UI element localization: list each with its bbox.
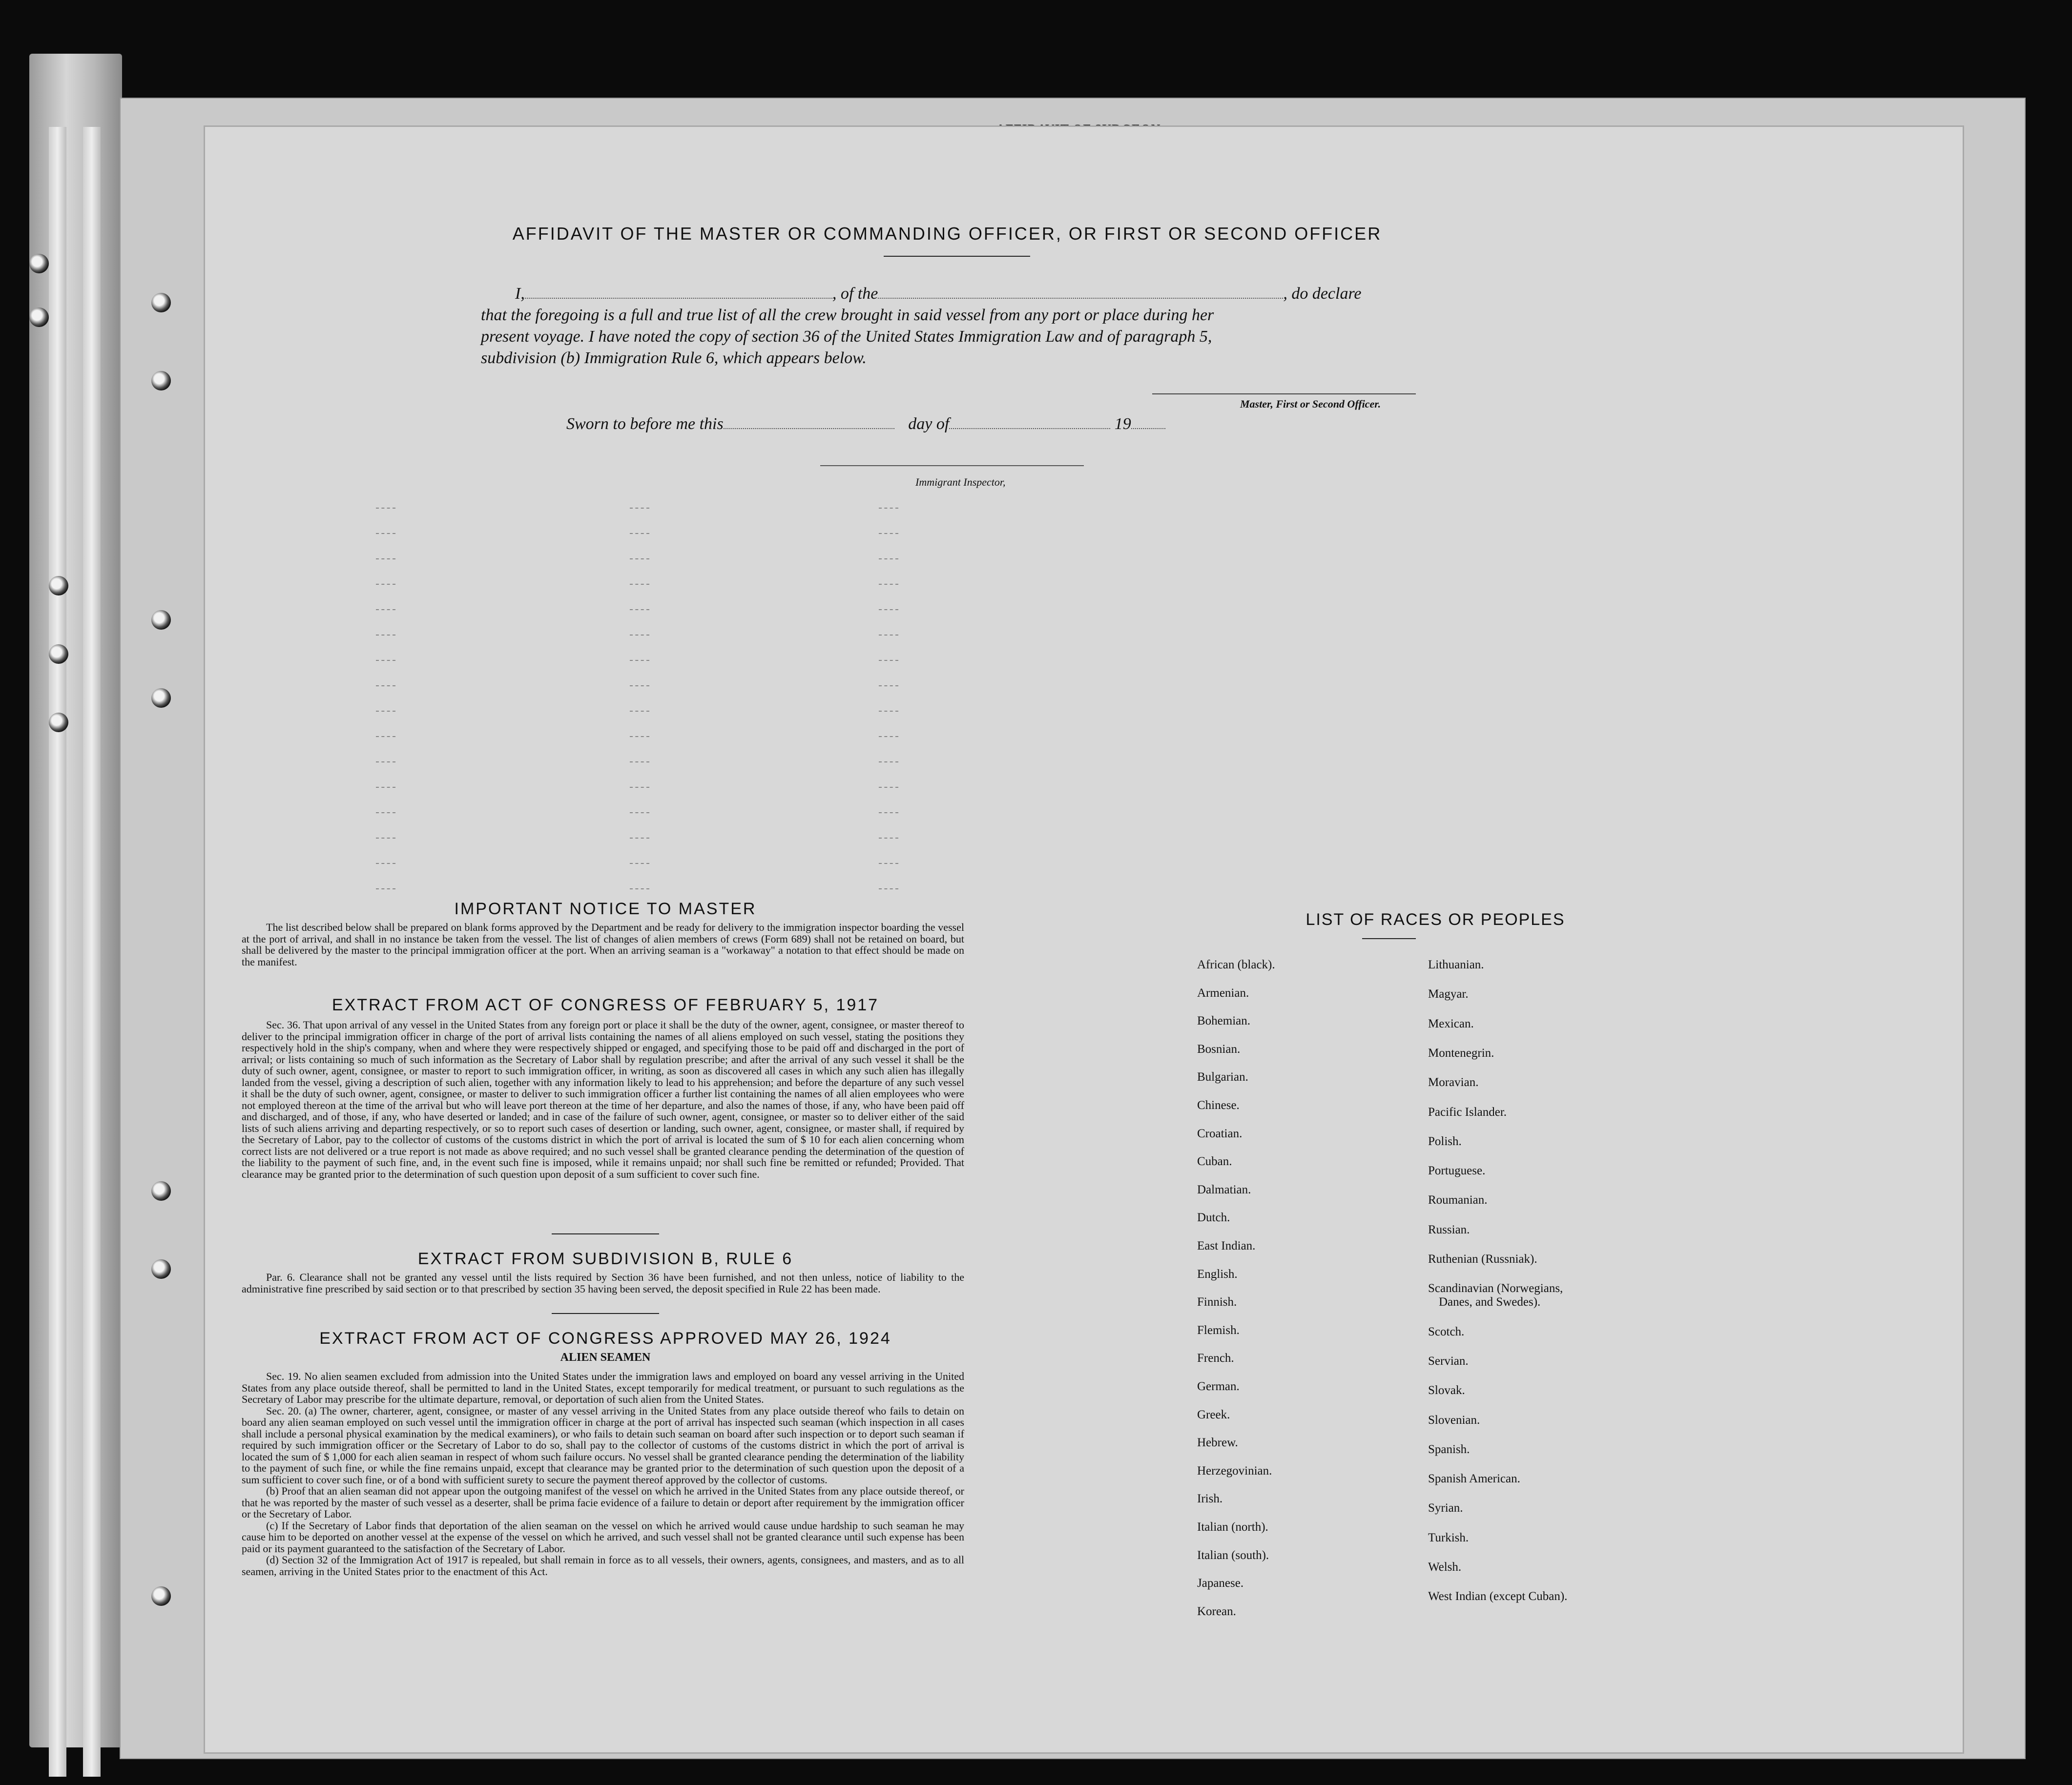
- ruled-row: [376, 736, 1157, 740]
- race-item: Magyar.: [1428, 987, 1469, 1001]
- punch-hole-icon: [29, 308, 49, 327]
- sec20a-text: [242, 1405, 964, 1486]
- affidavit-line-3: present voyage. I have noted the copy of section 36 of the United States Immigration Law and of paragraph 5,: [481, 328, 1212, 346]
- section-36-content: Sec. 36. That upon arrival of any vessel in the United States from any foreign port or place it shall be the duty of the owner, agent, consignee, or master thereof to deliver to the principal immigration officer in charge of the port of arrival lists containing the names of all aliens employed on such vessel, stating the positions they respectively hold in the ship's company, when and where they were respectively shipped or engaged, and specifying those to be paid off and discharged in the port of arrival; or lists containing so much of such information as the Secretary of Labor shall by regulation prescribe; and after the arrival of any such vessel it shall be the duty of such owner, agent, consignee, or master to report to such immigration officer, in writing, as soon as discovered all cases in which any such alien has illegally landed from the vessel, giving a description of such alien, together with any information likely to lead to his apprehension; and before the departure of any such vessel it shall be the duty of such owner, agent, consignee, or master to deliver to such immigration officer a further list containing the names of all alien employees who were not employed thereon at the time of the arrival but who will leave port thereon at the time of her departure, and also the names of those, if any, who have been paid off and discharged, and of those, if any, who have deserted or landed; and in case of the failure of such owner, agent, consignee, or master so to deliver either of the said lists of such aliens arriving and departing respectively, or so to report such cases of desertion or landing, such owner, agent, consignee, or master shall, if required by the Secretary of Labor, pay to the collector of customs of the customs district in which the port of arrival is located the sum of $ 10 for each alien concerning whom correct lists are not delivered or a true report is not made as above required; and no such vessel shall be granted clearance pending the determination of the question of the liability to the payment of such fine, and, in the event such fine is imposed, while it remains unpaid; nor shall such fine be remitted or refunded; Provided. That clearance may be granted prior to the determination of such question upon deposit of a sum sufficient to cover such fine.: [242, 1019, 964, 1180]
- vessel-blank: [878, 298, 1283, 299]
- master-affidavit-title: AFFIDAVIT OF THE MASTER OR COMMANDING OFFICER, OR FIRST OR SECOND OFFICER: [512, 224, 1382, 244]
- punch-hole-icon: [151, 688, 171, 708]
- race-item: Syrian.: [1428, 1501, 1463, 1515]
- race-item: Scotch.: [1428, 1325, 1465, 1338]
- ruled-row: [376, 685, 1157, 689]
- race-item: Welsh.: [1428, 1560, 1462, 1574]
- race-item: Turkish.: [1428, 1531, 1469, 1544]
- sworn-day-of: day of: [908, 415, 950, 433]
- binder-strip: [49, 127, 66, 1777]
- sec20d-content: (d) Section 32 of the Immigration Act of 1917 is repealed, but shall remain in force as to all vessels, their owners, agents, consignees, and masters, and as to all seamen, arriving in the United States prior to the enactment of this Act.: [242, 1554, 964, 1578]
- sec20d-text: [242, 1554, 964, 1577]
- notice-title: IMPORTANT NOTICE TO MASTER: [454, 900, 757, 918]
- race-item: Slovenian.: [1428, 1413, 1480, 1427]
- inspector-caption: Immigrant Inspector,: [915, 476, 1006, 488]
- races-title-underline: [1362, 938, 1416, 939]
- sworn-line: [566, 415, 1165, 433]
- affidavit-statement: [481, 283, 1418, 369]
- ruled-row: [376, 838, 1157, 841]
- extract-1917-title: EXTRACT FROM ACT OF CONGRESS OF FEBRUARY 5, 1917: [332, 996, 879, 1014]
- affidavit-line-2: that the foregoing is a full and true list of all the crew brought in said vessel from any port or place during her: [481, 306, 1214, 324]
- race-item: Irish.: [1197, 1492, 1223, 1506]
- punch-hole-icon: [49, 576, 68, 595]
- sworn-year: 19: [1114, 415, 1131, 433]
- race-item: German.: [1197, 1380, 1240, 1393]
- race-item: Bosnian.: [1197, 1042, 1241, 1056]
- affidavit-i: I,: [515, 285, 525, 303]
- race-item: Hebrew.: [1197, 1436, 1238, 1450]
- punch-hole-icon: [151, 610, 171, 630]
- race-item: Italian (north).: [1197, 1520, 1268, 1534]
- race-item: Italian (south).: [1197, 1548, 1269, 1562]
- month-blank: [949, 428, 1110, 429]
- notice-body: [242, 922, 964, 967]
- ruled-row: [376, 888, 1157, 892]
- race-item: Moravian.: [1428, 1076, 1479, 1089]
- races-title: LIST OF RACES OR PEOPLES: [1305, 910, 1565, 929]
- ruled-row: [376, 584, 1157, 588]
- signature-caption: Master, First or Second Officer.: [1240, 398, 1381, 410]
- extract-1924-title: EXTRACT FROM ACT OF CONGRESS APPROVED MAY 26, 1924: [319, 1329, 891, 1348]
- notice-text-content: The list described below shall be prepared on blank forms approved by the Department and be ready for delivery to the immigration inspector boarding the vessel at the port of arrival, and shall in no instance be taken from the vessel. The list of changes of alien members of crews (Form 689) shall not be retained on board, but shall be delivered by the master to the principal immigration officer at the port. When an arriving seaman is a "workaway" a notation to that effect should be made on the manifest.: [242, 921, 964, 968]
- section-divider: [552, 1313, 659, 1314]
- extract-rule6-title: EXTRACT FROM SUBDIVISION B, RULE 6: [417, 1250, 793, 1268]
- affidavit-declare: , do declare: [1283, 285, 1362, 303]
- race-item: Slovak.: [1428, 1384, 1465, 1397]
- race-item: Roumanian.: [1428, 1193, 1488, 1207]
- race-item: English.: [1197, 1267, 1238, 1281]
- race-item: Dutch.: [1197, 1211, 1230, 1225]
- ruled-row: [376, 635, 1157, 638]
- punch-hole-icon: [151, 293, 171, 312]
- sec20a-content: Sec. 20. (a) The owner, charterer, agent, consignee, or master of any vessel arriving in the United States from any place outside thereof who fails to detain on board any alien seaman employed on such vessel until the immigration officer in charge at the port of arrival has inspected such seaman (which inspection in all cases shall include a personal physical examination by the medical examiners), or who fails to detain such seaman on board after such inspection or to deport such seaman if required by such immigration officer or the Secretary of Labor to do so, shall pay to the collector of customs of the customs district in which the port of arrival is located the sum of $ 1,000 for each alien seaman in respect of whom such failure occurs. No vessel shall be granted clearance pending the determination of the liability to the payment of such fine, or while the fine remains unpaid, except that clearance may be granted prior to the determination of such question upon the deposit of a sum sufficient to cover such fine, or of a bond with sufficient surety to secure the payment thereof approved by the collector of customs.: [242, 1404, 964, 1486]
- affidavit-of-the: , of the: [832, 285, 878, 303]
- race-item: Portuguese.: [1428, 1164, 1486, 1178]
- punch-hole-icon: [151, 1181, 171, 1201]
- ruled-row: [376, 812, 1157, 816]
- sec20b-text: [242, 1485, 964, 1520]
- race-item: Greek.: [1197, 1408, 1230, 1421]
- punch-hole-icon: [49, 644, 68, 664]
- signature-line: [1152, 393, 1416, 394]
- section-36-text: [242, 1019, 964, 1180]
- ruled-row: [376, 508, 1157, 512]
- punch-hole-icon: [151, 1259, 171, 1279]
- extract-1917-body: [242, 1019, 964, 1180]
- alien-seamen-subtitle: ALIEN SEAMEN: [560, 1351, 651, 1364]
- race-item: Chinese.: [1197, 1099, 1240, 1112]
- race-item: Bulgarian.: [1197, 1070, 1248, 1084]
- race-item: Ruthenian (Russniak).: [1428, 1252, 1537, 1266]
- race-item: Spanish.: [1428, 1442, 1470, 1456]
- title-underline: [884, 256, 1030, 257]
- punch-hole-icon: [29, 254, 49, 273]
- race-item: Lithuanian.: [1428, 958, 1484, 971]
- ruled-row: [376, 660, 1157, 664]
- affidavit-line-4: subdivision (b) Immigration Rule 6, which appears below.: [481, 349, 867, 367]
- race-item: Armenian.: [1197, 986, 1249, 1000]
- year-blank: [1131, 428, 1165, 429]
- race-item: Servian.: [1428, 1354, 1469, 1368]
- extract-1924-body: [242, 1371, 964, 1577]
- ruled-row: [376, 609, 1157, 613]
- sec20b-content: (b) Proof that an alien seaman did not appear upon the outgoing manifest of the vessel on which he arrived in the United States from any place outside thereof, or that he was reported by the master of such vessel as a deserter, shall be prima facie evidence of a failure to detain or deport after requirement by the immigration officer or the Secretary of Labor.: [242, 1485, 964, 1520]
- inspector-signature-line: [820, 465, 1084, 466]
- race-item: Pacific Islander.: [1428, 1105, 1507, 1119]
- race-item: Mexican.: [1428, 1017, 1474, 1030]
- notice-text: [242, 922, 964, 967]
- race-item: Scandinavian (Norwegians,: [1428, 1282, 1563, 1295]
- rule6-content: Par. 6. Clearance shall not be granted any vessel until the lists required by Section 36 have been furnished, and not then unless, notice of liability to the administrative fine prescribed by said section or to that prescribed by section 35 having been served, the deposit specified in Rule 22 has been made.: [242, 1271, 964, 1295]
- binder-edge: [29, 54, 122, 1747]
- ruled-row: [376, 761, 1157, 765]
- race-item: French.: [1197, 1352, 1234, 1365]
- ruled-row: [376, 533, 1157, 537]
- race-item: Herzegovinian.: [1197, 1464, 1272, 1477]
- sec20c-content: (c) If the Secretary of Labor finds that deportation of the alien seaman on the vessel on which he arrived would cause undue hardship to such seaman he may cause him to be deported on another vessel at the expense of the vessel on which he arrived, and such vessel shall not be granted clearance until such expense has been paid or its payment guaranteed to the satisfaction of the Secretary of Labor.: [242, 1519, 964, 1555]
- race-item: Cuban.: [1197, 1155, 1232, 1169]
- ruled-row: [376, 558, 1157, 562]
- race-item: West Indian (except Cuban).: [1428, 1590, 1568, 1603]
- affidavit-line-1: [481, 283, 1418, 305]
- race-item: African (black).: [1197, 958, 1275, 971]
- extract-rule6-body: [242, 1272, 964, 1294]
- race-item: Flemish.: [1197, 1323, 1240, 1337]
- ruled-row: [376, 711, 1157, 715]
- punch-hole-icon: [49, 713, 68, 732]
- race-item: Finnish.: [1197, 1295, 1237, 1309]
- sec19-content: Sec. 19. No alien seamen excluded from admission into the United States under the immigration laws and employed on board any vessel arriving in the United States from any place outside thereof, shall be permitted to land in the United States, except temporarily for medical treatment, or pursuant to such regulations as the Secretary of Labor may prescribe for the ultimate departure, removal, or deportation of such alien from the United States.: [242, 1370, 964, 1405]
- name-blank: [525, 298, 832, 299]
- race-item: Russian.: [1428, 1223, 1470, 1236]
- rule6-text: [242, 1272, 964, 1294]
- race-item: Korean.: [1197, 1604, 1236, 1618]
- punch-hole-icon: [151, 371, 171, 390]
- race-item: Polish.: [1428, 1134, 1462, 1148]
- race-item: Japanese.: [1197, 1577, 1244, 1590]
- section-divider: [552, 1233, 659, 1234]
- sec20c-text: [242, 1520, 964, 1555]
- day-blank: [724, 428, 894, 429]
- sworn-prefix: Sworn to before me this: [566, 415, 724, 433]
- binder-strip: [83, 127, 101, 1777]
- race-item: East Indian.: [1197, 1239, 1256, 1252]
- punch-hole-icon: [151, 1586, 171, 1606]
- sec19-text: [242, 1371, 964, 1405]
- race-item: Dalmatian.: [1197, 1183, 1251, 1196]
- race-item: Spanish American.: [1428, 1472, 1520, 1486]
- race-item: Croatian.: [1197, 1127, 1243, 1140]
- ruled-row: [376, 863, 1157, 867]
- ruled-row: [376, 787, 1157, 791]
- race-item: Danes, and Swedes).: [1439, 1295, 1541, 1309]
- race-item: Bohemian.: [1197, 1014, 1251, 1028]
- race-item: Montenegrin.: [1428, 1046, 1494, 1060]
